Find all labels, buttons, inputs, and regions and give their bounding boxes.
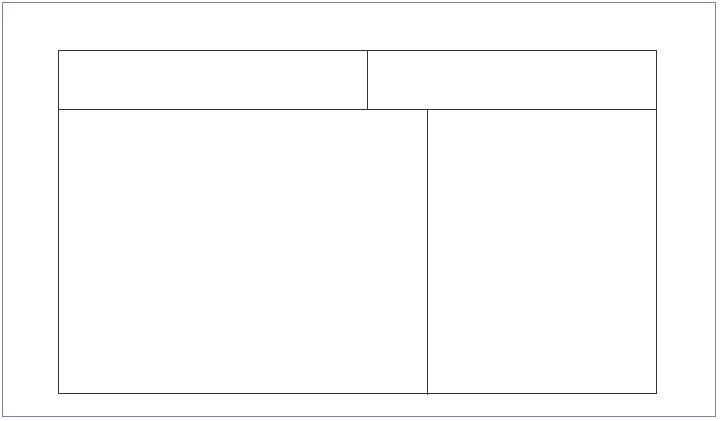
parameters-panel [427,109,658,395]
rotem-report [58,50,657,394]
plots-area [59,109,427,395]
report-header [59,51,656,110]
temogram-svg [59,109,427,395]
